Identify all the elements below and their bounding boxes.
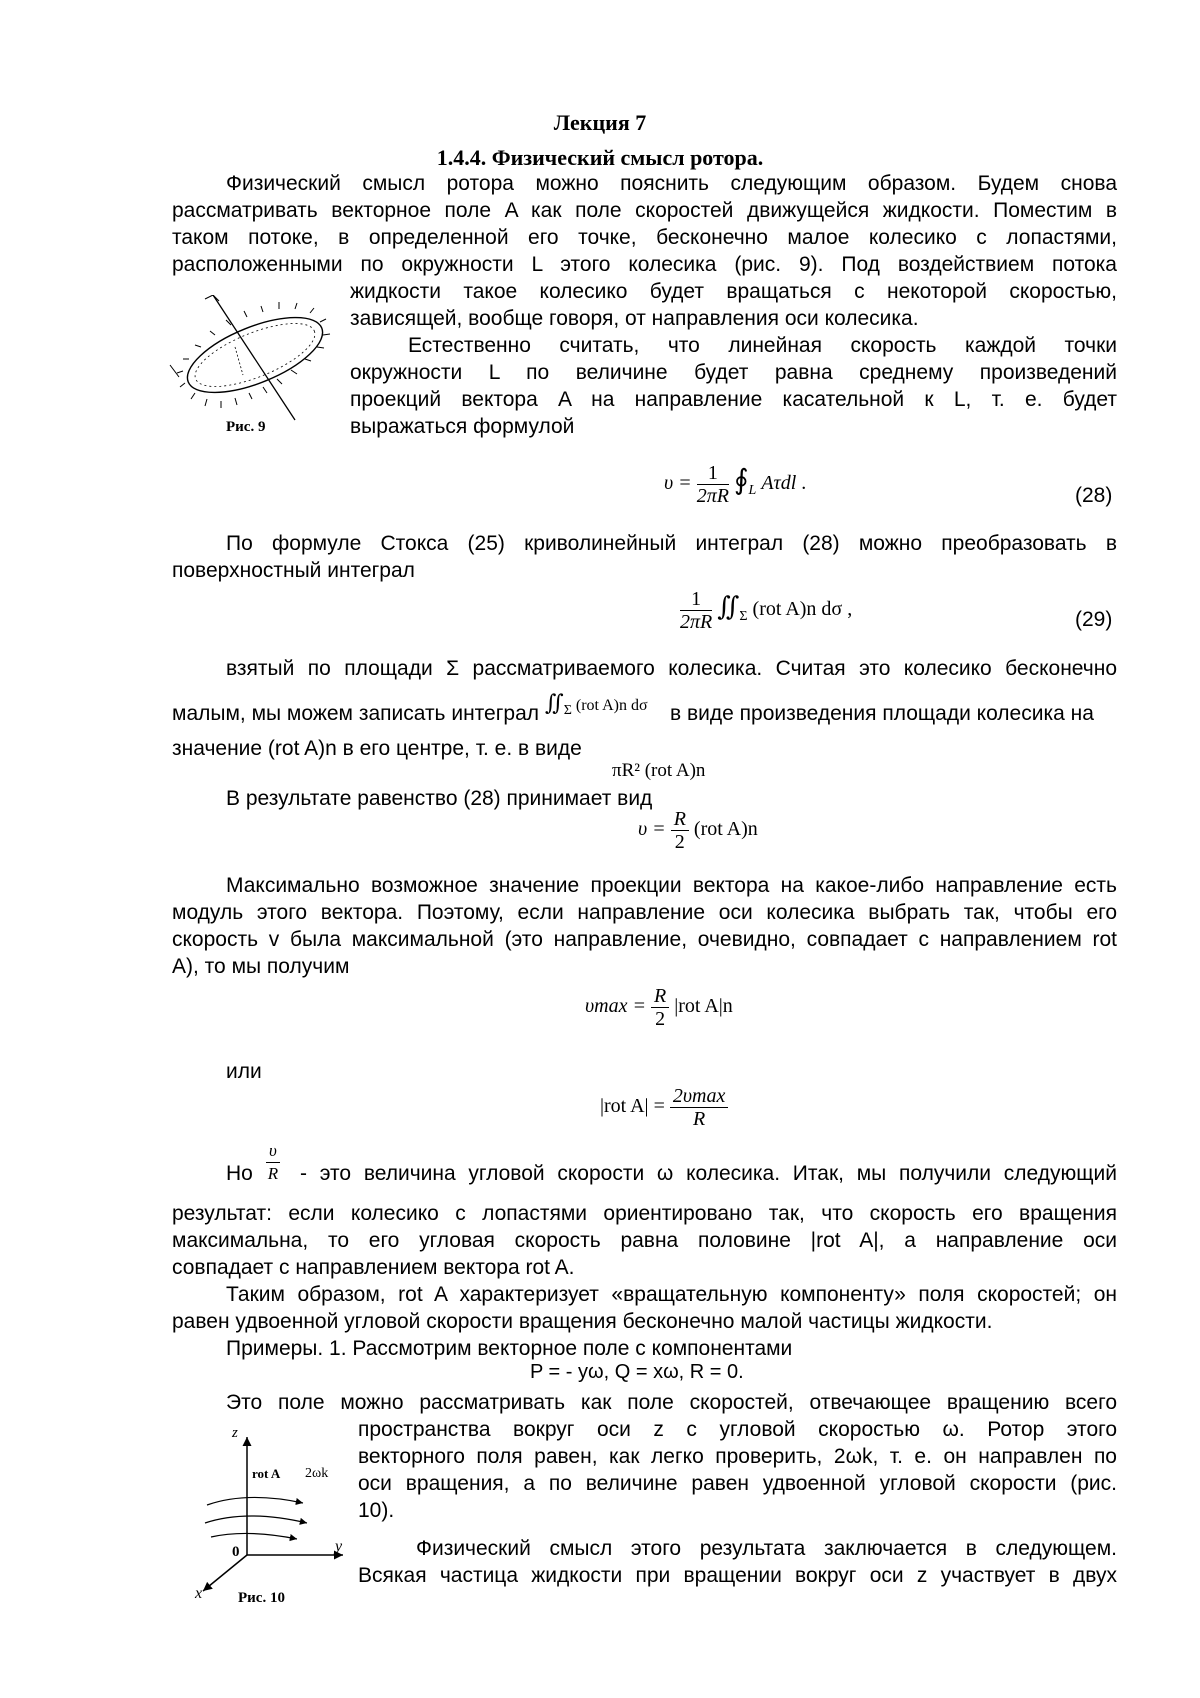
text-line: жидкости такое колесико будет вращаться с некоторой скоростью,	[350, 280, 1117, 303]
text-line: выражаться формулой	[350, 415, 575, 438]
text-line: или	[226, 1060, 262, 1083]
text-line: 10).	[358, 1499, 395, 1522]
text-line: оси вращения, а по величине равен удвоенной угловой скорости (рис.	[358, 1472, 1117, 1495]
text-line: совпадает с направлением вектора rot A.	[172, 1256, 575, 1279]
omega-k-label: 2ωk	[305, 1466, 329, 1481]
section-title: 1.4.4. Физический смысл ротора.	[436, 145, 764, 170]
text-line: равен удвоенной угловой скорости вращения бесконечно малой частицы жидкости.	[172, 1310, 993, 1333]
text-line: максимальна, то его угловая скорость равна половине |rot A|, а направление оси	[172, 1229, 1117, 1252]
text-line: значение (rot A)n в его центре, т. е. в виде	[172, 737, 582, 760]
text-line: Физический смысл ротора можно пояснить следующим образом. Будем снова	[226, 172, 1117, 195]
equation-number-28: (28)	[1075, 484, 1113, 507]
text-line: Максимально возможное значение проекции вектора на какое-либо направление есть	[226, 874, 1117, 897]
text-line: Примеры. 1. Рассмотрим векторное поле с компонентами	[226, 1337, 793, 1360]
inline-integral: $∬_\Sigma$ (rot A)n dσ	[545, 690, 648, 719]
text-line: рассматривать векторное поле A как поле скоростей движущейся жидкости. Поместим в	[172, 199, 1117, 222]
text-line: таком потоке, в определенной его точке, бесконечно малое колесико с лопастями,	[172, 226, 1117, 249]
lecture-title: Лекция 7	[553, 110, 647, 135]
text-line: Физический смысл этого результата заключается в следующем.	[416, 1537, 1117, 1560]
text-line: взятый по площади Σ рассматриваемого колесика. Считая это колесико бесконечно	[226, 657, 1117, 680]
text-line: в виде произведения площади колесика на	[670, 702, 1094, 725]
omega-fraction: $\frac{\upsilon}{R}$	[267, 1141, 279, 1183]
formula-28: υ = $\frac{1}{2\pi R}$ $∮_L$ Aτdl .	[664, 462, 807, 507]
origin-label: 0	[232, 1544, 240, 1560]
text-line: пространства вокруг оси z с угловой скоростью ω. Ротор этого	[358, 1418, 1117, 1441]
text-line: результат: если колесико с лопастями ориентировано так, что скорость его вращения	[172, 1202, 1117, 1225]
formula-vmax: υmax = $\frac{R}{2}$ |rot A|n	[585, 985, 733, 1030]
rotation-figure-10	[185, 1425, 355, 1605]
field-components: P = - yω, Q = xω, R = 0.	[530, 1361, 744, 1383]
text-line: Таким образом, rot A характеризует «вращательную компоненту» поля скоростей; он	[226, 1283, 1117, 1306]
text-line: поверхностный интеграл	[172, 559, 415, 582]
area-formula: πR² (rot A)n	[612, 760, 706, 781]
text-line: A), то мы получим	[172, 955, 350, 978]
text-line: Всякая частица жидкости при вращении вокруг оси z участвует в двух	[358, 1564, 1117, 1587]
equation-number-29: (29)	[1075, 608, 1113, 631]
text-line: окружности L по величине будет равна среднему произведений	[350, 361, 1117, 384]
wheel-figure-9	[165, 295, 340, 430]
text-line: векторного поля равен, как легко проверить, 2ωk, т. е. он направлен по	[358, 1445, 1117, 1468]
text-line: зависящей, вообще говоря, от направления оси колесика.	[350, 307, 919, 330]
text-line: малым, мы можем записать интеграл	[172, 702, 539, 725]
text-line: скорость v была максимальной (это направление, очевидно, совпадает с направлением rot	[172, 928, 1117, 951]
formula-30: υ = $\frac{R}{2}$ (rot A)n	[638, 808, 758, 853]
axis-x-label: x	[195, 1585, 203, 1602]
figure-9-caption: Рис. 9	[226, 419, 266, 435]
axis-y-label: y	[335, 1538, 343, 1555]
text-line: расположенными по окружности L этого колесика (рис. 9). Под воздействием потока	[172, 253, 1117, 276]
formula-29: $\frac{1}{2\pi R}$ $∬_\Sigma$ (rot A)n dσ ,	[680, 588, 853, 633]
text-line: Но	[226, 1162, 253, 1185]
formula-rot: |rot A| = $\frac{2\upsilon\max}{R}$	[600, 1085, 728, 1130]
text-line: Это поле можно рассматривать как поле скоростей, отвечающее вращению всего	[226, 1391, 1117, 1414]
rot-label: rot A	[252, 1466, 281, 1481]
figure-10-caption: Рис. 10	[238, 1590, 285, 1606]
text-line: проекций вектора A на направление касательной к L, т. е. будет	[350, 388, 1117, 411]
text-line: - это величина угловой скорости ω колесика. Итак, мы получили следующий	[300, 1162, 1117, 1185]
text-line: По формуле Стокса (25) криволинейный интеграл (28) можно преобразовать в	[226, 532, 1117, 555]
text-line: Естественно считать, что линейная скорость каждой точки	[408, 334, 1117, 357]
text-line: модуль этого вектора. Поэтому, если направление оси колесика выбрать так, чтобы его	[172, 901, 1117, 924]
text-line: В результате равенство (28) принимает вид	[226, 787, 653, 810]
axis-z-label: z	[232, 1425, 238, 1441]
